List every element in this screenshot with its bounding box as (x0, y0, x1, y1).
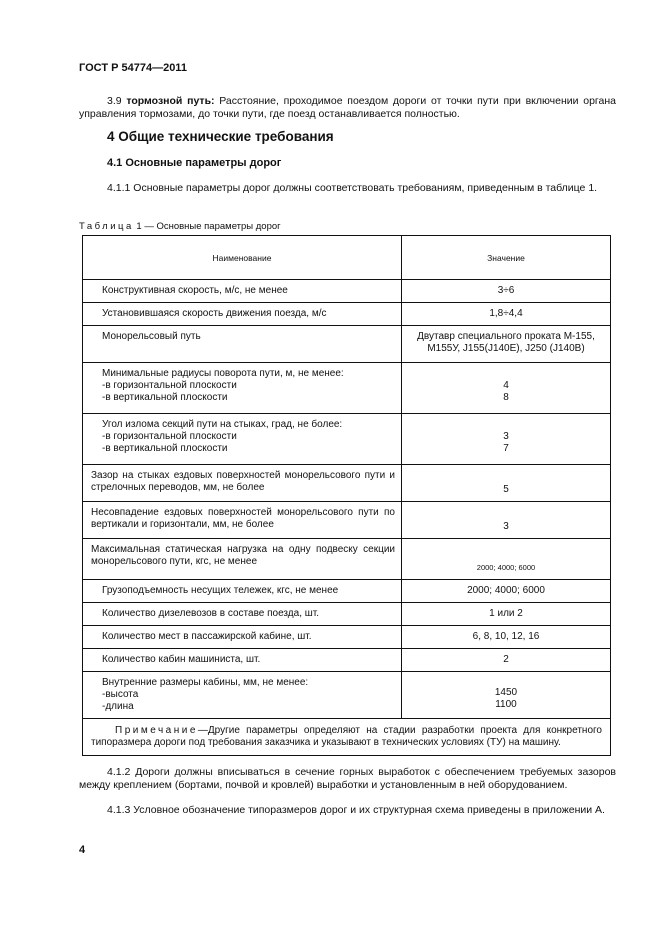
row-value: 3 (402, 502, 611, 539)
table-row (83, 672, 611, 719)
table-row (83, 414, 611, 465)
table-caption-rest: 1 — Основные параметры дорог (136, 221, 281, 232)
row-name: Зазор на стыках ездовых поверхностей монорельсового пути и стрелочных переводов, мм, не более (83, 465, 402, 502)
clause-3-9-term: тормозной путь: (126, 95, 215, 107)
row-value: 1,8÷4,4 (402, 303, 611, 326)
table-caption-word: Таблица (79, 221, 134, 232)
table-caption (79, 220, 281, 233)
header-value: Значение (402, 236, 611, 280)
table-note (83, 719, 611, 756)
row-name: Внутренние размеры кабины, мм, не менее: -высота -длина (83, 672, 402, 719)
row-name: Угол излома секций пути на стыках, град, не более: -в горизонтальной плоскости -в вертикальной плоскости (83, 414, 402, 465)
row-value: 5 (402, 465, 611, 502)
header-name: Наименование (83, 236, 402, 280)
row-name: Количество кабин машиниста, шт. (83, 649, 402, 672)
table-row (83, 502, 611, 539)
clause-4-1-3: 4.1.3 Условное обозначение типоразмеров дорог и их структурная схема приведены в приложении А. (107, 804, 605, 816)
row-name: Грузоподъемность несущих тележек, кгс, не менее (83, 580, 402, 603)
row-value: 3÷6 (402, 280, 611, 303)
section-title: 4 Общие технические требования (107, 129, 334, 144)
table-row (83, 326, 611, 363)
table-row (83, 363, 611, 414)
table-row (83, 649, 611, 672)
row-value: 4 8 (402, 363, 611, 414)
table-row (83, 465, 611, 502)
page-number: 4 (79, 844, 86, 856)
row-name: Минимальные радиусы поворота пути, м, не менее: -в горизонтальной плоскости -в вертикальной плоскости (83, 363, 402, 414)
row-value: 2000; 4000; 6000 (402, 580, 611, 603)
row-value: 1 или 2 (402, 603, 611, 626)
subsection-title: 4.1 Основные параметры дорог (107, 157, 282, 169)
parameters-table (82, 235, 611, 756)
row-value: 1450 1100 (402, 672, 611, 719)
row-name: Несовпадение ездовых поверхностей монорельсового пути по вертикали и горизонтали, мм, не более (83, 502, 402, 539)
row-value: 6, 8, 10, 12, 16 (402, 626, 611, 649)
table-row (83, 280, 611, 303)
row-name: Количество мест в пассажирской кабине, шт. (83, 626, 402, 649)
clause-3-9-text: Расстояние, проходимое поездом дороги от точки пути при включении органа управления тормозами, до точки пути, где поезд останавливается полностью. (79, 95, 616, 120)
row-value: 3 7 (402, 414, 611, 465)
row-name: Количество дизелевозов в составе поезда, шт. (83, 603, 402, 626)
row-value: Двутавр специального проката М-155, М155У, J155(J140E), J250 (J140B) (402, 326, 611, 363)
row-name: Установившаяся скорость движения поезда, м/с (83, 303, 402, 326)
row-value: 2000; 4000; 6000 (402, 539, 611, 580)
row-name: Максимальная статическая нагрузка на одну подвеску секции монорельсового пути, кгс, не менее (83, 539, 402, 580)
row-value: 2 (402, 649, 611, 672)
clause-3-9-number: 3.9 (107, 95, 122, 107)
table-header-row (83, 236, 611, 280)
table-row (83, 539, 611, 580)
clause-4-1-1: 4.1.1 Основные параметры дорог должны соответствовать требованиям, приведенным в таблице 1. (107, 182, 598, 194)
table-note-row (83, 719, 611, 756)
table-row (83, 603, 611, 626)
table-row (83, 303, 611, 326)
document-header: ГОСТ Р 54774—2011 (79, 62, 187, 74)
row-name: Монорельсовый путь (83, 326, 402, 363)
row-name: Конструктивная скорость, м/с, не менее (83, 280, 402, 303)
table-row (83, 626, 611, 649)
note-text: —Другие параметры определяют на стадии разработки проекта для конкретного типоразмера дороги под требования заказчика и указывают в технических условиях (ТУ) на машину. (91, 725, 602, 748)
table-row (83, 580, 611, 603)
clause-4-1-2: 4.1.2 Дороги должны вписываться в сечение горных выработок с обеспечением требуемых зазоров между креплением (бортами, почвой и кровлей) выработки и установленным в ней оборудованием. (79, 766, 616, 791)
note-label: Примечание (115, 725, 198, 736)
clause-3-9 (79, 95, 616, 121)
